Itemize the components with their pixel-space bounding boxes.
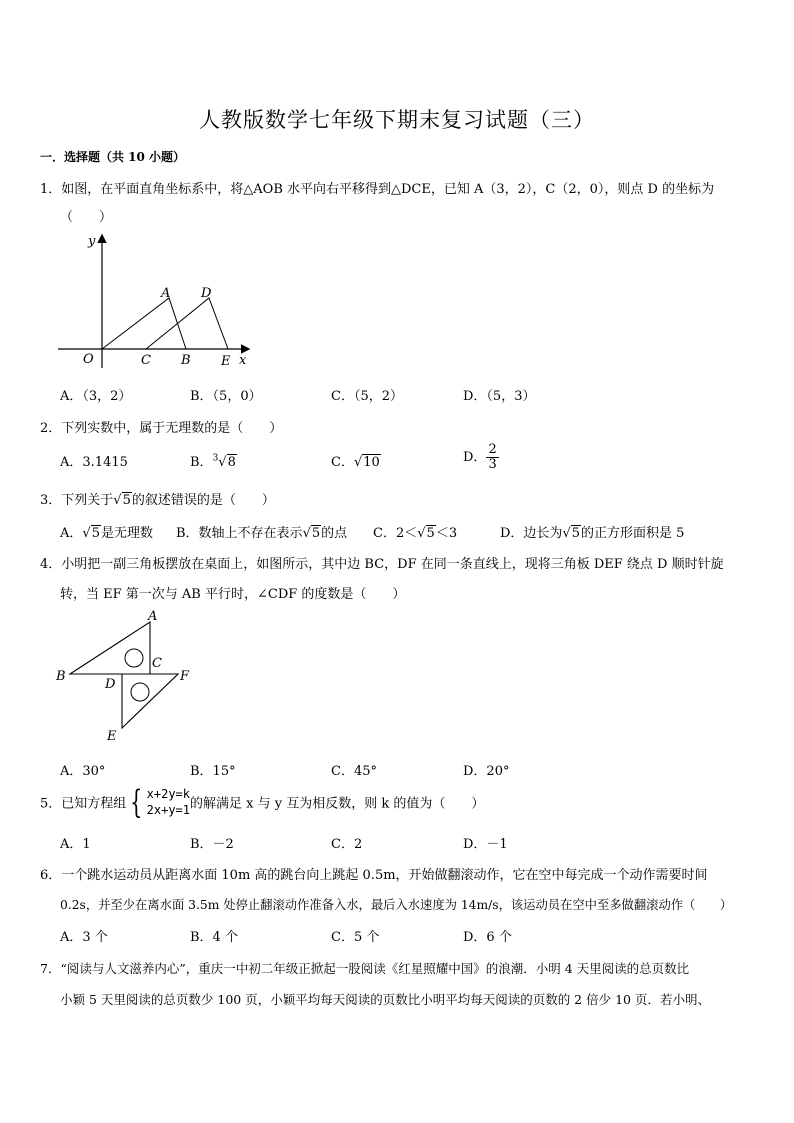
q3-option-c[interactable] bbox=[373, 522, 457, 541]
q4-label-d: D bbox=[105, 677, 116, 692]
q3-option-c-radicand: 5 bbox=[426, 526, 435, 541]
q4-label-f: F bbox=[180, 669, 190, 684]
q5-stem-pre: 5．已知方程组 bbox=[40, 796, 127, 812]
fraction-numerator: 2 bbox=[488, 442, 497, 457]
q7-stem-line2: 小颖 5 天里阅读的总页数少 100 页，小颖平均每天阅读的页数比小明平均每天阅读的页数的 2 倍少 10 页．若小明、 bbox=[60, 992, 710, 1007]
q2-option-b[interactable] bbox=[190, 451, 237, 470]
q1-coordinate-figure bbox=[50, 228, 270, 373]
q1-option-c[interactable]: C．（5，2） bbox=[331, 389, 403, 404]
radical-sign: √ bbox=[353, 455, 363, 470]
radical-sign: √ bbox=[113, 493, 122, 508]
q1-label-e: E bbox=[221, 354, 231, 369]
q5-equation-1: x+2y=k bbox=[146, 787, 190, 801]
q6-option-c[interactable]: C．5 个 bbox=[331, 930, 380, 945]
section-heading: 一．选择题（共 10 小题） bbox=[40, 150, 186, 164]
q1-option-d[interactable]: D．（5，3） bbox=[463, 389, 536, 404]
q1-stem-line2: （ ） bbox=[60, 210, 113, 225]
radical-sign: √ bbox=[302, 526, 311, 541]
q3-option-a-label: A． bbox=[60, 526, 83, 541]
q1-label-b: B bbox=[181, 353, 191, 368]
radical-sign: √ bbox=[417, 526, 426, 541]
q2-option-b-label: B． bbox=[190, 455, 213, 470]
q1-label-a: A bbox=[161, 286, 171, 301]
fraction-denominator: 3 bbox=[488, 457, 497, 472]
q3-option-d-radicand: 5 bbox=[571, 526, 581, 541]
q2-option-d[interactable] bbox=[463, 443, 499, 472]
q2-option-c-label: C． bbox=[331, 455, 354, 470]
q1-option-a[interactable]: A．（3，2） bbox=[60, 389, 132, 404]
q4-option-b[interactable]: B．15° bbox=[190, 764, 236, 779]
page-title: 人教版数学七年级下期末复习试题（三） bbox=[199, 108, 595, 132]
q4-label-a: A bbox=[148, 609, 158, 624]
q3-option-c-post: ＜3 bbox=[435, 526, 458, 541]
q3-option-a[interactable] bbox=[60, 522, 153, 541]
q2-option-a[interactable]: A．3.1415 bbox=[60, 455, 128, 470]
q3-option-d-pre: D．边长为 bbox=[500, 526, 563, 541]
q6-stem-line1: 6．一个跳水运动员从距离水面 10m 高的跳台向上跳起 0.5m，开始做翻滚动作，它在空中每完成一个动作需要时间 bbox=[40, 868, 708, 883]
q1-label-x: x bbox=[239, 353, 247, 368]
q6-option-a[interactable]: A．3 个 bbox=[60, 930, 108, 945]
left-brace-icon: { bbox=[130, 783, 143, 821]
q1-label-y: y bbox=[88, 234, 96, 249]
q1-label-d: D bbox=[201, 286, 212, 301]
q5-stem-post: 的解满足 x 与 y 互为相反数，则 k 的值为（ ） bbox=[190, 796, 485, 812]
q1-option-b[interactable]: B．（5，0） bbox=[190, 389, 262, 404]
q3-stem-post: 的叙述错误的是（ ） bbox=[131, 493, 275, 508]
q1-label-o: O bbox=[83, 352, 94, 367]
q3-option-c-pre: 2＜ bbox=[395, 526, 418, 541]
q1-stem-line1: 1．如图，在平面直角坐标系中，将△AOB 水平向右平移得到△DCE，已知 A（3，2），C（2，0），则点 D 的坐标为 bbox=[40, 182, 715, 197]
radical-sign: √ bbox=[218, 455, 227, 470]
radical-sign: √ bbox=[82, 526, 91, 541]
q2-option-c-radicand: 10 bbox=[363, 455, 380, 470]
q5-equation-2: 2x+y=1 bbox=[146, 803, 190, 817]
q5-option-b[interactable]: B．－2 bbox=[190, 837, 234, 852]
q5-stem bbox=[40, 783, 485, 821]
q6-stem-line2: 0.2s，并至少在离水面 3.5m 处停止翻滚动作准备入水，最后入水速度为 14m/s，该运动员在空中至多做翻滚动作（ ） bbox=[60, 898, 733, 912]
q4-option-a[interactable]: A．30° bbox=[60, 764, 106, 779]
q4-triangle-def bbox=[122, 674, 178, 728]
q3-stem bbox=[40, 489, 275, 508]
q4-circle-upper bbox=[125, 649, 143, 667]
q1-label-c: C bbox=[141, 353, 151, 368]
q2-option-b-radicand: 8 bbox=[227, 455, 236, 470]
q2-option-c[interactable] bbox=[331, 451, 381, 470]
q2-option-b-index: 3 bbox=[212, 453, 219, 464]
q6-option-b[interactable]: B．4 个 bbox=[190, 930, 238, 945]
q3-stem-pre: 3．下列关于 bbox=[40, 493, 114, 508]
q4-option-c[interactable]: C．45° bbox=[331, 764, 377, 779]
q3-option-b-post: 的点 bbox=[321, 526, 348, 541]
q6-option-d[interactable]: D．6 个 bbox=[463, 930, 512, 945]
q5-equation-system bbox=[147, 786, 190, 818]
q5-option-a[interactable]: A．1 bbox=[60, 837, 91, 852]
q4-label-e: E bbox=[107, 729, 117, 743]
q3-option-b-radicand: 5 bbox=[311, 526, 321, 541]
q3-option-c-label: C． bbox=[373, 526, 396, 541]
q3-option-b-pre: B．数轴上不存在表示 bbox=[176, 526, 303, 541]
q5-option-c[interactable]: C．2 bbox=[331, 837, 363, 852]
q3-option-a-post: 是无理数 bbox=[100, 526, 153, 541]
q3-option-a-radicand: 5 bbox=[91, 526, 100, 541]
q3-option-d-post: 的正方形面积是 5 bbox=[581, 526, 685, 541]
q4-label-b: B bbox=[56, 669, 66, 684]
q1-triangle-aob bbox=[102, 298, 186, 349]
q4-option-d[interactable]: D．20° bbox=[463, 764, 510, 779]
q4-circle-lower bbox=[131, 683, 149, 701]
q2-stem: 2．下列实数中，属于无理数的是（ ） bbox=[40, 421, 283, 436]
q2-option-d-label: D． bbox=[463, 450, 487, 465]
q3-option-d[interactable] bbox=[500, 522, 684, 541]
q3-stem-radicand: 5 bbox=[122, 493, 131, 508]
q4-triangle-figure bbox=[50, 608, 200, 743]
q4-stem-line2: 转，当 EF 第一次与 AB 平行时，∠CDF 的度数是（ ） bbox=[60, 587, 406, 602]
q2-option-d-fraction bbox=[486, 443, 498, 472]
radical-sign: √ bbox=[562, 526, 571, 541]
q4-stem-line1: 4．小明把一副三角板摆放在桌面上，如图所示，其中边 BC，DF 在同一条直线上，现将三角板 DEF 绕点 D 顺时针旋 bbox=[40, 557, 724, 572]
q5-option-d[interactable]: D．－1 bbox=[463, 837, 508, 852]
q7-stem-line1: 7．“阅读与人文滋养内心”，重庆一中初二年级正掀起一股阅读《红星照耀中国》的浪潮．小明 4 天里阅读的总页数比 bbox=[40, 961, 690, 976]
q4-label-c: C bbox=[152, 656, 162, 671]
q3-option-b[interactable] bbox=[176, 522, 347, 541]
